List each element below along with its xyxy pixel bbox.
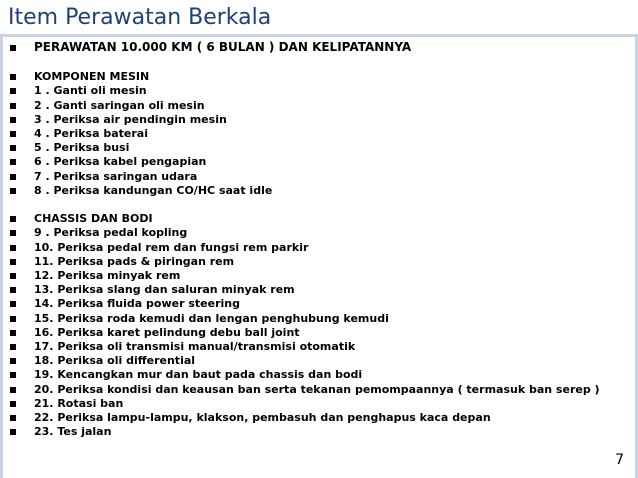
square-bullet-icon (10, 216, 16, 222)
square-bullet-icon (10, 88, 16, 94)
list-item-text: 4 . Periksa baterai (34, 127, 148, 140)
square-bullet-icon (10, 131, 16, 137)
square-bullet-icon (10, 387, 16, 393)
list-item (10, 254, 234, 269)
list-item (10, 367, 362, 382)
list-item (10, 98, 205, 113)
list-item (10, 211, 153, 226)
list-item (10, 126, 148, 141)
list-item-text: 18. Periksa oli differential (34, 354, 196, 367)
list-item (10, 225, 187, 240)
list-item-text: PERAWATAN 10.000 KM ( 6 BULAN ) DAN KELIPATANNYA (34, 40, 412, 54)
list-item (10, 83, 147, 98)
square-bullet-icon (10, 344, 16, 350)
list-item-text: 13. Periksa slang dan saluran minyak rem (34, 283, 295, 296)
list-item-text: 9 . Periksa pedal kopling (34, 226, 188, 239)
list-item-text: 17. Periksa oli transmisi manual/transmisi otomatik (34, 340, 356, 353)
list-item-text: 11. Periksa pads & piringan rem (34, 255, 235, 268)
square-bullet-icon (10, 245, 16, 251)
list-item-text: 19. Kencangkan mur dan baut pada chassis dan bodi (34, 368, 363, 381)
list-item (10, 112, 227, 127)
list-item (10, 424, 111, 439)
square-bullet-icon (10, 230, 16, 236)
section-heading: CHASSIS DAN BODI (34, 212, 153, 225)
square-bullet-icon (10, 358, 16, 364)
square-bullet-icon (10, 316, 16, 322)
square-bullet-icon (10, 372, 16, 378)
square-bullet-icon (10, 273, 16, 279)
list-item-text: 6 . Periksa kabel pengapian (34, 155, 207, 168)
list-item-text: 20. Periksa kondisi dan keausan ban serta tekanan pemompaannya ( termasuk ban serep ) (34, 383, 600, 396)
square-bullet-icon (10, 74, 16, 80)
page-number: 7 (615, 452, 624, 468)
list-item (10, 40, 411, 55)
list-item-text: 3 . Periksa air pendingin mesin (34, 113, 227, 126)
list-item (10, 240, 308, 255)
list-item (10, 325, 300, 340)
square-bullet-icon (10, 188, 16, 194)
square-bullet-icon (10, 45, 16, 51)
square-bullet-icon (10, 103, 16, 109)
list-item (10, 339, 355, 354)
list-item (10, 154, 206, 169)
list-item (10, 69, 149, 84)
list-item-text: 22. Periksa lampu-lampu, klakson, pembasuh dan penghapus kaca depan (34, 411, 491, 424)
list-item (10, 282, 295, 297)
list-item-text: 8 . Periksa kandungan CO/HC saat idle (34, 184, 273, 197)
list-item-text: 15. Periksa roda kemudi dan lengan penghubung kemudi (34, 312, 389, 325)
list-item-text: 21. Rotasi ban (34, 397, 124, 410)
square-bullet-icon (10, 117, 16, 123)
square-bullet-icon (10, 287, 16, 293)
bullet-list (10, 0, 630, 478)
list-item (10, 296, 240, 311)
list-item-text: 10. Periksa pedal rem dan fungsi rem parkir (34, 241, 309, 254)
list-item (10, 396, 123, 411)
list-item-text: 2 . Ganti saringan oli mesin (34, 99, 205, 112)
square-bullet-icon (10, 401, 16, 407)
list-item-text: 7 . Periksa saringan udara (34, 170, 198, 183)
square-bullet-icon (10, 301, 16, 307)
square-bullet-icon (10, 415, 16, 421)
list-item (10, 311, 389, 326)
list-item-text: 23. Tes jalan (34, 425, 112, 438)
square-bullet-icon (10, 330, 16, 336)
list-item (10, 353, 195, 368)
list-item-text: 12. Periksa minyak rem (34, 269, 181, 282)
square-bullet-icon (10, 145, 16, 151)
list-item-text: 16. Periksa karet pelindung debu ball joint (34, 326, 300, 339)
list-item-text: 5 . Periksa busi (34, 141, 130, 154)
list-item-text: 14. Periksa fluida power steering (34, 297, 240, 310)
square-bullet-icon (10, 429, 16, 435)
list-item-text: 1 . Ganti oli mesin (34, 84, 147, 97)
section-heading: KOMPONEN MESIN (34, 70, 150, 83)
list-item (10, 169, 197, 184)
list-item (10, 140, 129, 155)
square-bullet-icon (10, 259, 16, 265)
left-border (0, 37, 3, 478)
slide-title: Item Perawatan Berkala (8, 5, 272, 30)
list-item (10, 268, 180, 283)
list-item (10, 183, 272, 198)
list-item (10, 382, 600, 397)
square-bullet-icon (10, 174, 16, 180)
list-item (10, 410, 491, 425)
square-bullet-icon (10, 159, 16, 165)
